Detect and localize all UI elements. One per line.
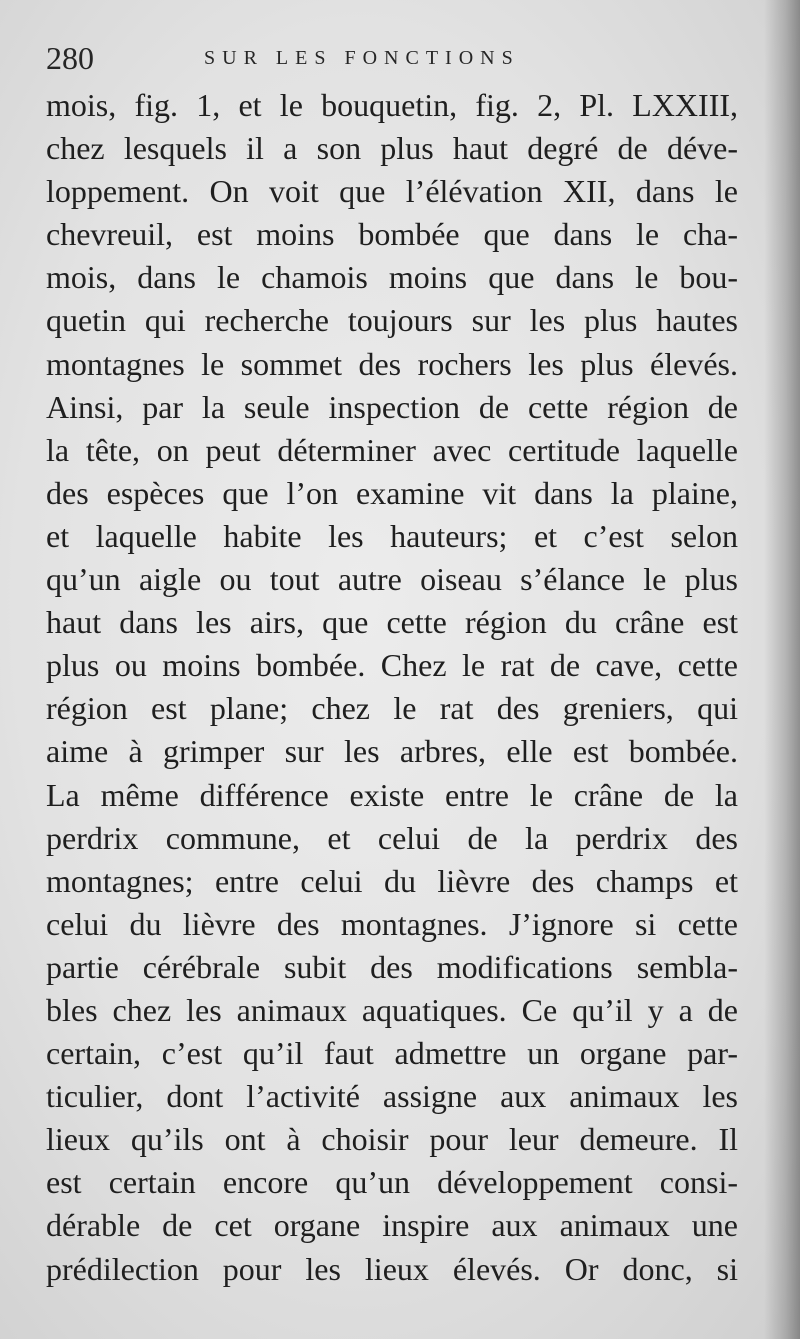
page-header <box>46 38 746 78</box>
text-line: celui du lièvre des montagnes. J’ignore si cette <box>46 905 738 942</box>
running-head: SUR LES FONCTIONS <box>204 47 520 69</box>
text-line: partie cérébrale subit des modifications sembla- <box>46 948 738 985</box>
text-line: montagnes; entre celui du lièvre des champs et <box>46 862 738 899</box>
text-line: bles chez les animaux aquatiques. Ce qu’il y a de <box>46 991 738 1028</box>
page-gutter-shadow <box>764 0 800 1339</box>
text-line: mois, fig. 1, et le bouquetin, fig. 2, Pl. LXXIII, <box>46 87 738 123</box>
text-line: lieux qu’ils ont à choisir pour leur demeure. Il <box>46 1121 738 1158</box>
text-line: plus ou moins bombée. Chez le rat de cave, cette <box>46 647 738 684</box>
text-line: mois, dans le chamois moins que dans le bou- <box>46 259 738 296</box>
text-line: chevreuil, est moins bombée que dans le cha- <box>46 216 738 253</box>
text-line: montagnes le sommet des rochers les plus élevés. <box>46 345 738 382</box>
text-line: est certain encore qu’un développement consi- <box>46 1164 738 1201</box>
page-number: 280 <box>46 40 94 76</box>
text-line: Ainsi, par la seule inspection de cette région de <box>46 388 738 425</box>
text-line: haut dans les airs, que cette région du crâne est <box>46 604 738 641</box>
text-line: loppement. On voit que l’élévation XII, dans le <box>46 173 738 210</box>
text-line: qu’un aigle ou tout autre oiseau s’élance le plus <box>46 561 738 598</box>
text-line: La même différence existe entre le crâne de la <box>46 776 738 813</box>
text-line: et laquelle habite les hauteurs; et c’est selon <box>46 517 738 554</box>
text-line: quetin qui recherche toujours sur les plus hautes <box>46 302 738 339</box>
text-line: la tête, on peut déterminer avec certitude laquelle <box>46 431 738 468</box>
text-line: chez lesquels il a son plus haut degré de déve- <box>46 130 738 167</box>
text-line: dérable de cet organe inspire aux animaux une <box>46 1207 738 1244</box>
text-line: prédilection pour les lieux élevés. Or donc, si <box>46 1250 738 1287</box>
body-text <box>46 84 738 1291</box>
text-line: ticulier, dont l’activité assigne aux animaux les <box>46 1078 738 1115</box>
text-line: des espèces que l’on examine vit dans la plaine, <box>46 474 738 511</box>
text-line: région est plane; chez le rat des greniers, qui <box>46 690 738 727</box>
text-line: aime à grimper sur les arbres, elle est bombée. <box>46 733 738 770</box>
text-line: certain, c’est qu’il faut admettre un organe par- <box>46 1035 738 1072</box>
text-line: perdrix commune, et celui de la perdrix des <box>46 819 738 856</box>
